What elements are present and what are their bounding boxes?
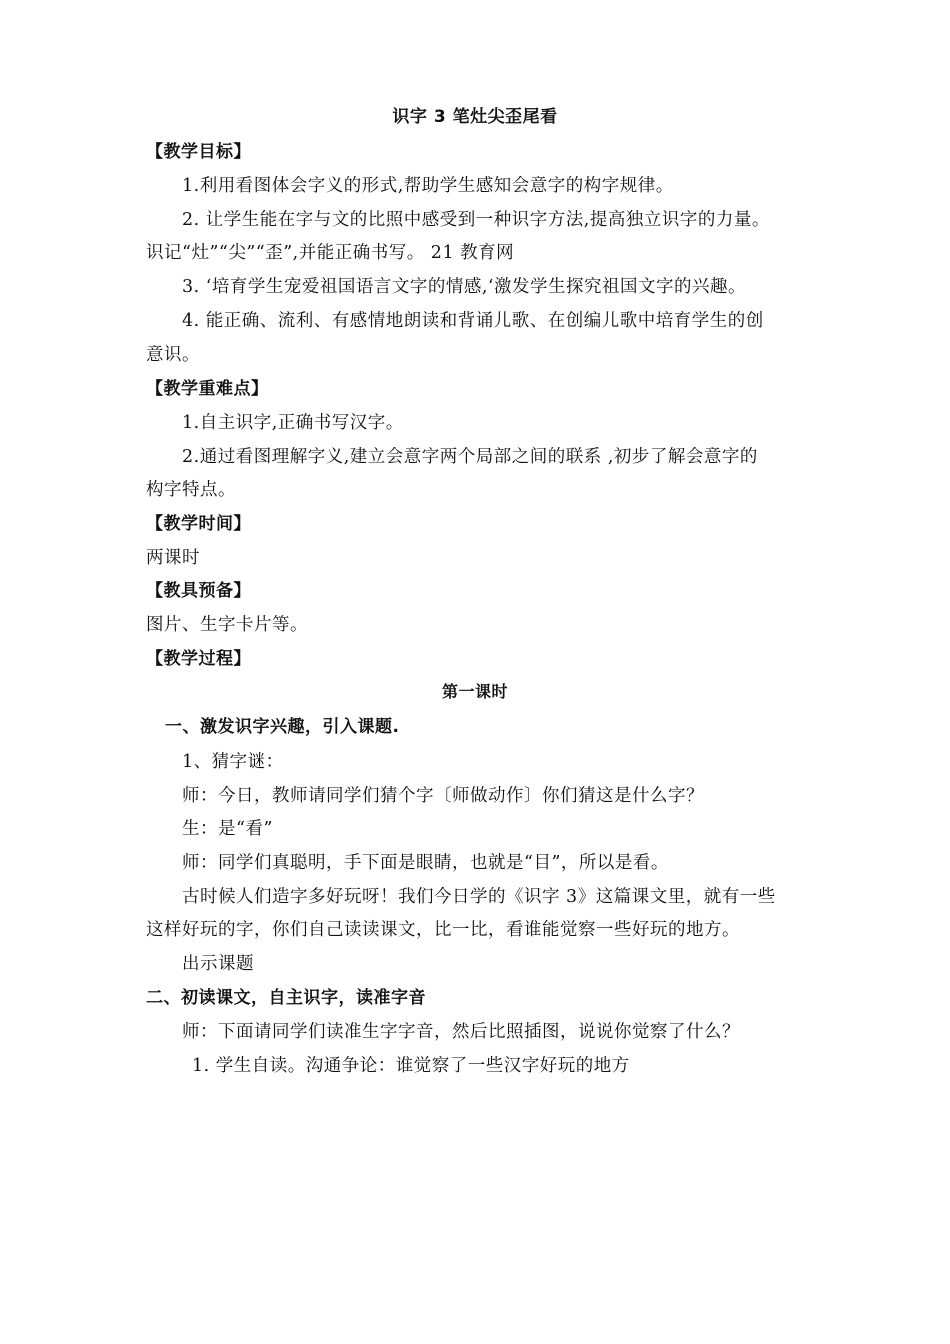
objective-2-line-2: 识记“灶”“尖”“歪”,并能正确书写。 21 教育网 bbox=[146, 243, 515, 263]
keypoint-1: 1.自主识字,正确书写汉字。 bbox=[182, 413, 404, 433]
keypoint-2-line-2: 构字特点。 bbox=[146, 480, 236, 500]
step1-teacher-2: 师：同学们真聪明，手下面是眼睛，也就是“目”，所以是看。 bbox=[182, 853, 669, 873]
objective-4-line-1: 4. 能正确、流利、有感情地朗读和背诵儿歌、在创编儿歌中培育学生的创 bbox=[182, 311, 764, 331]
step1-paragraph-line-2: 这样好玩的字，你们自己读读课文，比一比，看谁能觉察一些好玩的地方。 bbox=[146, 920, 740, 940]
document-title: 识字 3 笔灶尖歪尾看 bbox=[392, 107, 558, 127]
objective-4-line-2: 意识。 bbox=[146, 345, 200, 365]
objective-3: 3. ‘培育学生宠爱祖国语言文字的情感,‘激发学生探究祖国文字的兴趣。 bbox=[182, 277, 746, 297]
keypoints-heading: 【教学重难点】 bbox=[146, 379, 269, 399]
step1-paragraph-line-1: 古时候人们造字多好玩呀！我们今日学的《识字 3》这篇课文里，就有一些 bbox=[182, 887, 776, 907]
time-value: 两课时 bbox=[146, 548, 200, 568]
step1-riddle: 1、猜字谜： bbox=[182, 752, 284, 772]
objective-2-line-1: 2. 让学生能在字与文的比照中感受到一种识字方法,提高独立识字的力量。 bbox=[182, 210, 770, 230]
step2-teacher-1: 师：下面请同学们读准生字字音，然后比照插图，说说你觉察了什么？ bbox=[182, 1022, 740, 1042]
objectives-heading: 【教学目标】 bbox=[146, 142, 251, 162]
objective-1: 1.利用看图体会字义的形式,帮助学生感知会意字的构字规律。 bbox=[182, 176, 674, 196]
step1-student-1: 生：是“看” bbox=[182, 819, 273, 839]
time-heading: 【教学时间】 bbox=[146, 514, 251, 534]
step2-heading: 二、初读课文，自主识字，读准字音 bbox=[146, 988, 426, 1008]
keypoint-2-line-1: 2.通过看图理解字义,建立会意字两个局部之间的联系 ,初步了解会意字的 bbox=[182, 447, 758, 467]
lesson-title: 第一课时 bbox=[441, 682, 508, 701]
step1-teacher-1: 师：今日，教师请同学们猜个字〔师做动作〕你们猜这是什么字？ bbox=[182, 786, 704, 806]
process-heading: 【教学过程】 bbox=[146, 649, 251, 669]
step1-heading: 一、激发识字兴趣，引入课题. bbox=[165, 717, 400, 737]
tools-value: 图片、生字卡片等。 bbox=[146, 615, 308, 635]
tools-heading: 【教具预备】 bbox=[146, 581, 251, 601]
step1-show-title: 出示课题 bbox=[182, 954, 254, 974]
step2-item-1: 1. 学生自读。沟通争论：谁觉察了一些汉字好玩的地方 bbox=[192, 1056, 630, 1076]
